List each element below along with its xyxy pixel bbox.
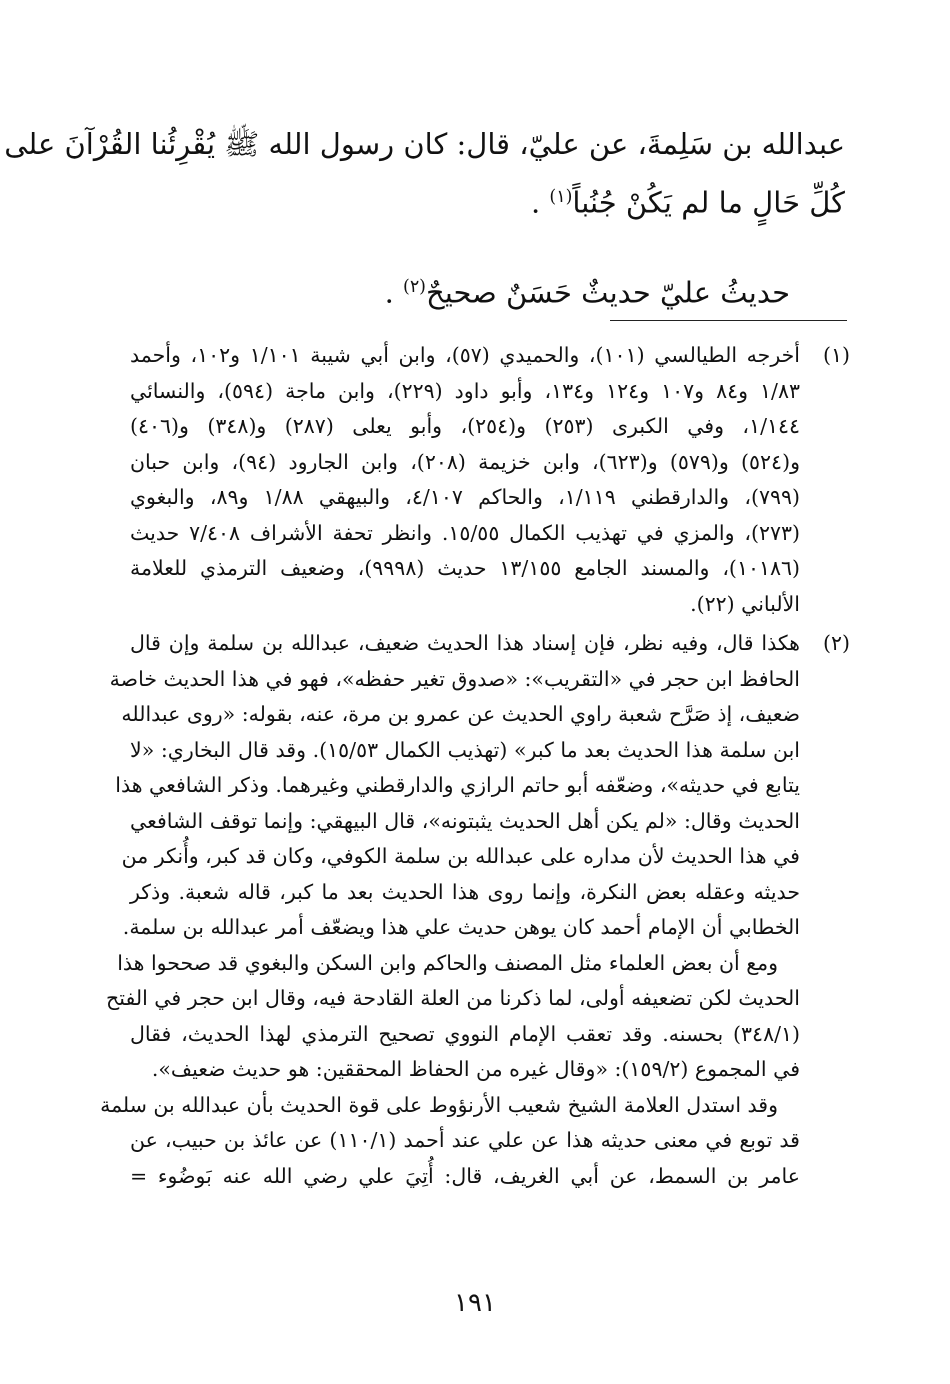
footnote-number: (١) xyxy=(822,343,850,367)
tirmidhi-ruling xyxy=(385,262,790,318)
footnote-line: ١/٨٣ و٨٤ و١٠٧ و١٢٤ و١٣٤، وأبو داود (٢٢٩)، وابن ماجة (٥٩٤)، والنسائي xyxy=(130,378,800,403)
footnotes xyxy=(100,338,850,1194)
footnote-line: ١/١٤٤، وفي الكبرى (٢٥٣) و(٢٥٤)، وأبو يعلى (٢٨٧) و(٣٤٨) و(٤٠٦) xyxy=(130,414,801,438)
hadith-line-2-end: . xyxy=(530,185,550,220)
footnote-line: و(٥٢٤) و(٥٧٩) و(٦٢٣)، وابن خزيمة (٢٠٨)، وابن الجارود (٩٤)، وابن حبان xyxy=(130,449,800,474)
footnote-line: يتابع في حديثه»، وضعّفه أبو حاتم الرازي والدارقطني وغيرهما. وذكر الشافعي هذا xyxy=(115,773,800,797)
footnote-line: في المجموع (١٥٩/٢): «وقال غيره من الحفاظ المحققين: هو حديث ضعيف». xyxy=(151,1057,800,1081)
footnote-line: (٧٩٩)، والدارقطني ١/١١٩، والحاكم ٤/١٠٧، والبيهقي ١/٨٨ و٨٩، والبغوي xyxy=(130,485,801,509)
footnote-line: (٣٤٨/١) بحسنه. وقد تعقب الإمام النووي تصحيح الترمذي لهذا الحديث، فقال xyxy=(130,1021,800,1046)
footnote-line: (١٠١٨٦)، والمسند الجامع ١٣/١٥٥ حديث (٩٩٩٨)، وضعيف الترمذي للعلامة xyxy=(130,556,800,580)
ruling-text: حديثُ عليّ حديثٌ حَسَنٌ صحيحٌ xyxy=(425,275,790,310)
footnote-1 xyxy=(130,338,850,622)
footnote-line: الحديث لكن تضعيفه أولى، لما ذكرنا من العلة القادحة فيه، وقال ابن حجر في الفتح xyxy=(106,986,800,1010)
footnote-ref-1[interactable]: (١) xyxy=(549,187,573,207)
footnote-line: (٢٧٣)، والمزي في تهذيب الكمال ١٥/٥٥. وانظر تحفة الأشراف ٧/٤٠٨ حديث xyxy=(130,520,800,545)
footnote-line: قد توبع في معنى حديثه هذا عن علي عند أحمد (١١٠/١) عن عائذ بن حبيب، عن xyxy=(130,1128,800,1152)
footnote-line: الخطابي أن الإمام أحمد كان يوهن حديث علي هذا ويضعّف أمر عبدالله بن سلمة. xyxy=(122,915,800,939)
footnote-number: (٢) xyxy=(822,631,850,655)
footnote-line: حديثه وعقله بعض النكرة، وإنما روى هذا الحديث بعد ما كبر، قاله شعبة. وذكر xyxy=(130,879,800,904)
footnote-line: هكذا قال، وفيه نظر، فإن إسناد هذا الحديث ضعيف، عبدالله بن سلمة وإن قال xyxy=(130,631,800,655)
footnote-line: الحديث وقال: «لم يكن أهل الحديث يثبتونه»، قال البيهقي: وإنما توقف الشافعي xyxy=(130,808,800,833)
page-number: ١٩١ xyxy=(454,1288,496,1318)
footnote-line: أخرجه الطيالسي (١٠١)، والحميدي (٥٧)، وابن أبي شيبة ١/١٠١ و١٠٢، وأحمد xyxy=(130,343,800,367)
hadith-line-1: عبدالله بن سَلِمةَ، عن عليّ، قال: كان رسول الله ﷺ يُقْرِئُنا القُرْآنَ على xyxy=(4,127,845,161)
footnote-line: ومع أن بعض العلماء مثل المصنف والحاكم وابن السكن والبغوي قد صححوا هذا xyxy=(117,950,778,975)
ruling-end: . xyxy=(384,275,404,310)
footnote-line: ابن سلمة هذا الحديث بعد ما كبر» (تهذيب الكمال ١٥/٥٣). وقد قال البخاري: «لا xyxy=(130,737,801,762)
footnote-separator xyxy=(610,320,847,321)
footnote-line: وقد استدل العلامة الشيخ شعيب الأرنؤوط على قوة الحديث بأن عبدالله بن سلمة xyxy=(100,1092,778,1117)
footnote-line: عامر بن السمط، عن أبي الغريف، قال: أُتِيَ علي رضي الله عنه بَوضُوء = xyxy=(130,1163,800,1188)
hadith-line-2 xyxy=(130,171,845,230)
footnote-line: ضعيف، إذ صَرَّح شعبة راوي الحديث عن عمرو بن مرة، عنه، بقوله: «روى عبدالله xyxy=(121,702,800,726)
footnote-line: الحافظ ابن حجر في «التقريب»: «صدوق تغير حفظه»، فهو في هذا الحديث خاصة xyxy=(109,666,800,691)
footnote-line: في هذا الحديث لأن مداره على عبدالله بن سلمة الكوفي، وكان قد كبر، وأُنكر من xyxy=(121,844,800,868)
hadith-text xyxy=(4,118,845,230)
footnote-2 xyxy=(100,626,850,1194)
footnote-ref-2[interactable]: (٢) xyxy=(403,277,426,297)
footnote-line: الألباني (٢٢). xyxy=(690,591,800,616)
hadith-line-2-text: كُلِّ حَالٍ ما لم يَكُنْ جُنُباً xyxy=(572,185,845,220)
